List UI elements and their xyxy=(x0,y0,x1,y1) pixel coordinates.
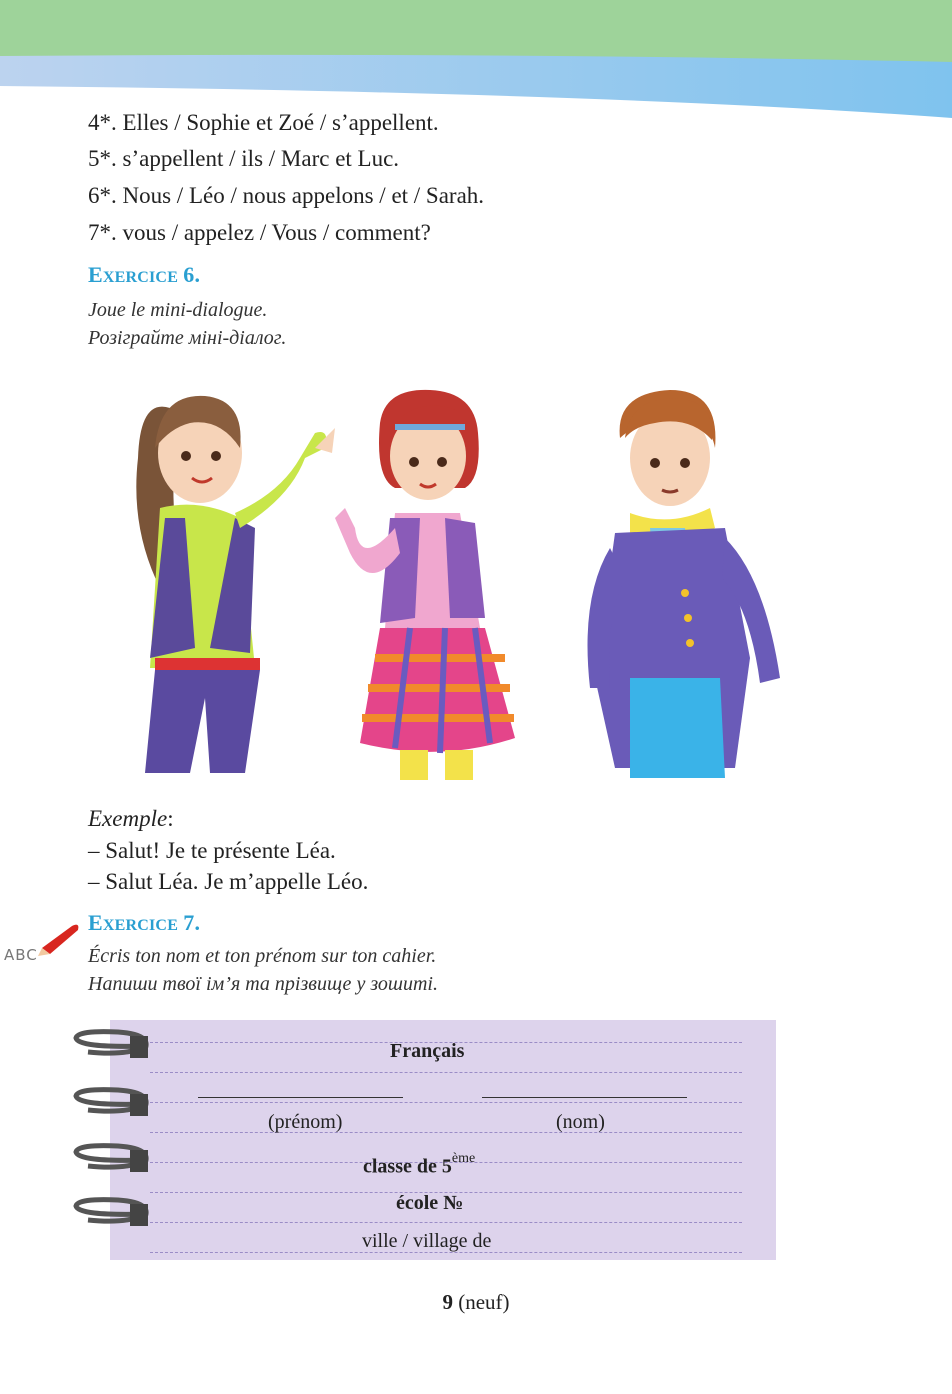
children-illustration xyxy=(110,378,810,798)
prenom-blank xyxy=(198,1097,403,1098)
nom-label: (nom) xyxy=(556,1111,605,1133)
exercise-6-instruction-uk: Розіграйте міні-діалог. xyxy=(88,327,287,349)
spiral-ring-icon xyxy=(68,1194,158,1234)
notebook-dashed-line xyxy=(150,1102,742,1103)
example-line-1: – Salut! Je te présente Léa. xyxy=(88,838,336,863)
girl-lea-figure xyxy=(136,396,335,773)
header-banner xyxy=(0,0,952,120)
abc-writing-label: ABC xyxy=(4,946,38,964)
exercise-line-5: 5*. s’appellent / ils / Marc et Luc. xyxy=(88,146,400,171)
spiral-ring-icon xyxy=(68,1084,158,1124)
exercise-6-instruction-fr: Joue le mini-dialogue. xyxy=(88,299,268,321)
exercise-7-instruction-uk: Напиши твої ім’я та прізвище у зошиті. xyxy=(88,973,438,995)
prenom-label: (prénom) xyxy=(268,1111,343,1133)
classe-label: classe de 5ème xyxy=(363,1151,476,1178)
exercise-6-title: EXERCICE 6. xyxy=(88,262,201,287)
boy-leo-figure xyxy=(588,390,781,778)
pencil-icon xyxy=(34,918,84,958)
ecole-label: école № xyxy=(396,1192,464,1214)
exercise-line-6: 6*. Nous / Léo / nous appelons / et / Sarah. xyxy=(88,183,485,208)
notebook-subject: Français xyxy=(390,1040,465,1062)
girl-sarah-figure xyxy=(335,390,515,780)
example-label: Exemple: xyxy=(88,806,174,831)
notebook-dashed-line xyxy=(150,1072,742,1073)
notebook-dashed-line xyxy=(150,1222,742,1223)
spiral-ring-icon xyxy=(68,1140,158,1180)
exercise-7-title: EXERCICE 7. xyxy=(88,910,201,935)
ville-label: ville / village de xyxy=(362,1230,492,1252)
nom-blank xyxy=(482,1097,687,1098)
exercise-7-instruction-fr: Écris ton nom et ton prénom sur ton cahier. xyxy=(88,945,437,967)
exercise-line-4: 4*. Elles / Sophie et Zoé / s’appellent. xyxy=(88,110,439,135)
exercise-line-7: 7*. vous / appelez / Vous / comment? xyxy=(88,220,431,245)
notebook-dashed-line xyxy=(150,1132,742,1133)
page-number: 9 (neuf) xyxy=(442,1290,510,1314)
spiral-ring-icon xyxy=(68,1026,158,1066)
example-line-2: – Salut Léa. Je m’appelle Léo. xyxy=(88,869,369,894)
